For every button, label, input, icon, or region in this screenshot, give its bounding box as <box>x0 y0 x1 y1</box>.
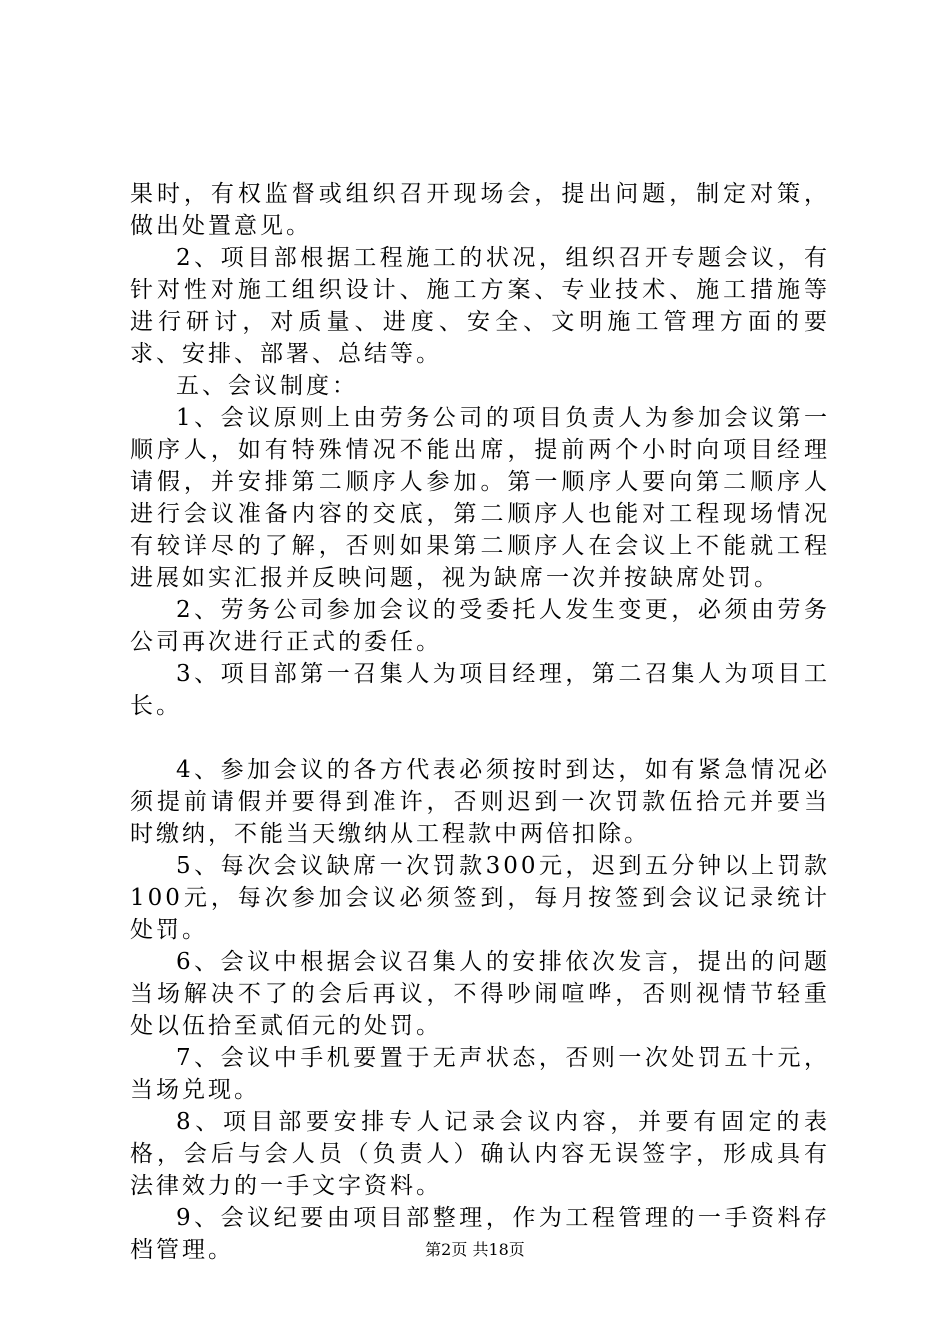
paragraph-rule-4: 4、参加会议的各方代表必须按时到达，如有紧急情况必须提前请假并要得到准许，否则迟到一次罚款伍拾元并要当时缴纳，不能当天缴纳从工程款中两倍扣除。 <box>130 757 830 847</box>
section-heading-meeting-rules: 五、会议制度： <box>176 373 358 399</box>
paragraph-rule-6: 6、会议中根据会议召集人的安排依次发言，提出的问题当场解决不了的会后再议，不得吵闹喧哗，否则视情节轻重处以伍拾至贰佰元的处罚。 <box>130 949 830 1039</box>
paragraph-rule-8: 8、项目部要安排专人记录会议内容，并要有固定的表格，会后与会人员（负责人）确认内容无误签字，形成具有法律效力的一手文字资料。 <box>130 1109 830 1199</box>
paragraph-rule-3: 3、项目部第一召集人为项目经理，第二召集人为项目工长。 <box>130 661 830 719</box>
paragraph-rule-2: 2、劳务公司参加会议的受委托人发生变更，必须由劳务公司再次进行正式的委任。 <box>130 597 830 655</box>
paragraph-rule-5: 5、每次会议缺席一次罚款300元，迟到五分钟以上罚款100元，每次参加会议必须签到，每月按签到会议记录统计处罚。 <box>130 853 830 943</box>
paragraph-rule-1: 1、会议原则上由劳务公司的项目负责人为参加会议第一顺序人，如有特殊情况不能出席，提前两个小时向项目经理请假，并安排第二顺序人参加。第一顺序人要向第二顺序人进行会议准备内容的交底，第二顺序人也能对工程现场情况有较详尽的了解，否则如果第二顺序人在会议上不能就工程进展如实汇报并反映问题，视为缺席一次并按缺席处罚。 <box>130 405 830 591</box>
paragraph-rule-7: 7、会议中手机要置于无声状态，否则一次处罚五十元，当场兑现。 <box>130 1045 830 1103</box>
paragraph-continuation: 果时，有权监督或组织召开现场会，提出问题，制定对策，做出处置意见。 <box>130 181 830 239</box>
paragraph-item-2-meetings: 2、项目部根据工程施工的状况，组织召开专题会议，有针对性对施工组织设计、施工方案、专业技术、施工措施等进行研讨，对质量、进度、安全、文明施工管理方面的要求、安排、部署、总结等。 <box>130 245 830 367</box>
page-number-footer: 第2页 共18页 <box>425 1240 525 1259</box>
paragraph-rule-9: 9、会议纪要由项目部整理，作为工程管理的一手资料存档管理。 <box>130 1205 830 1263</box>
document-body <box>130 178 830 1266</box>
